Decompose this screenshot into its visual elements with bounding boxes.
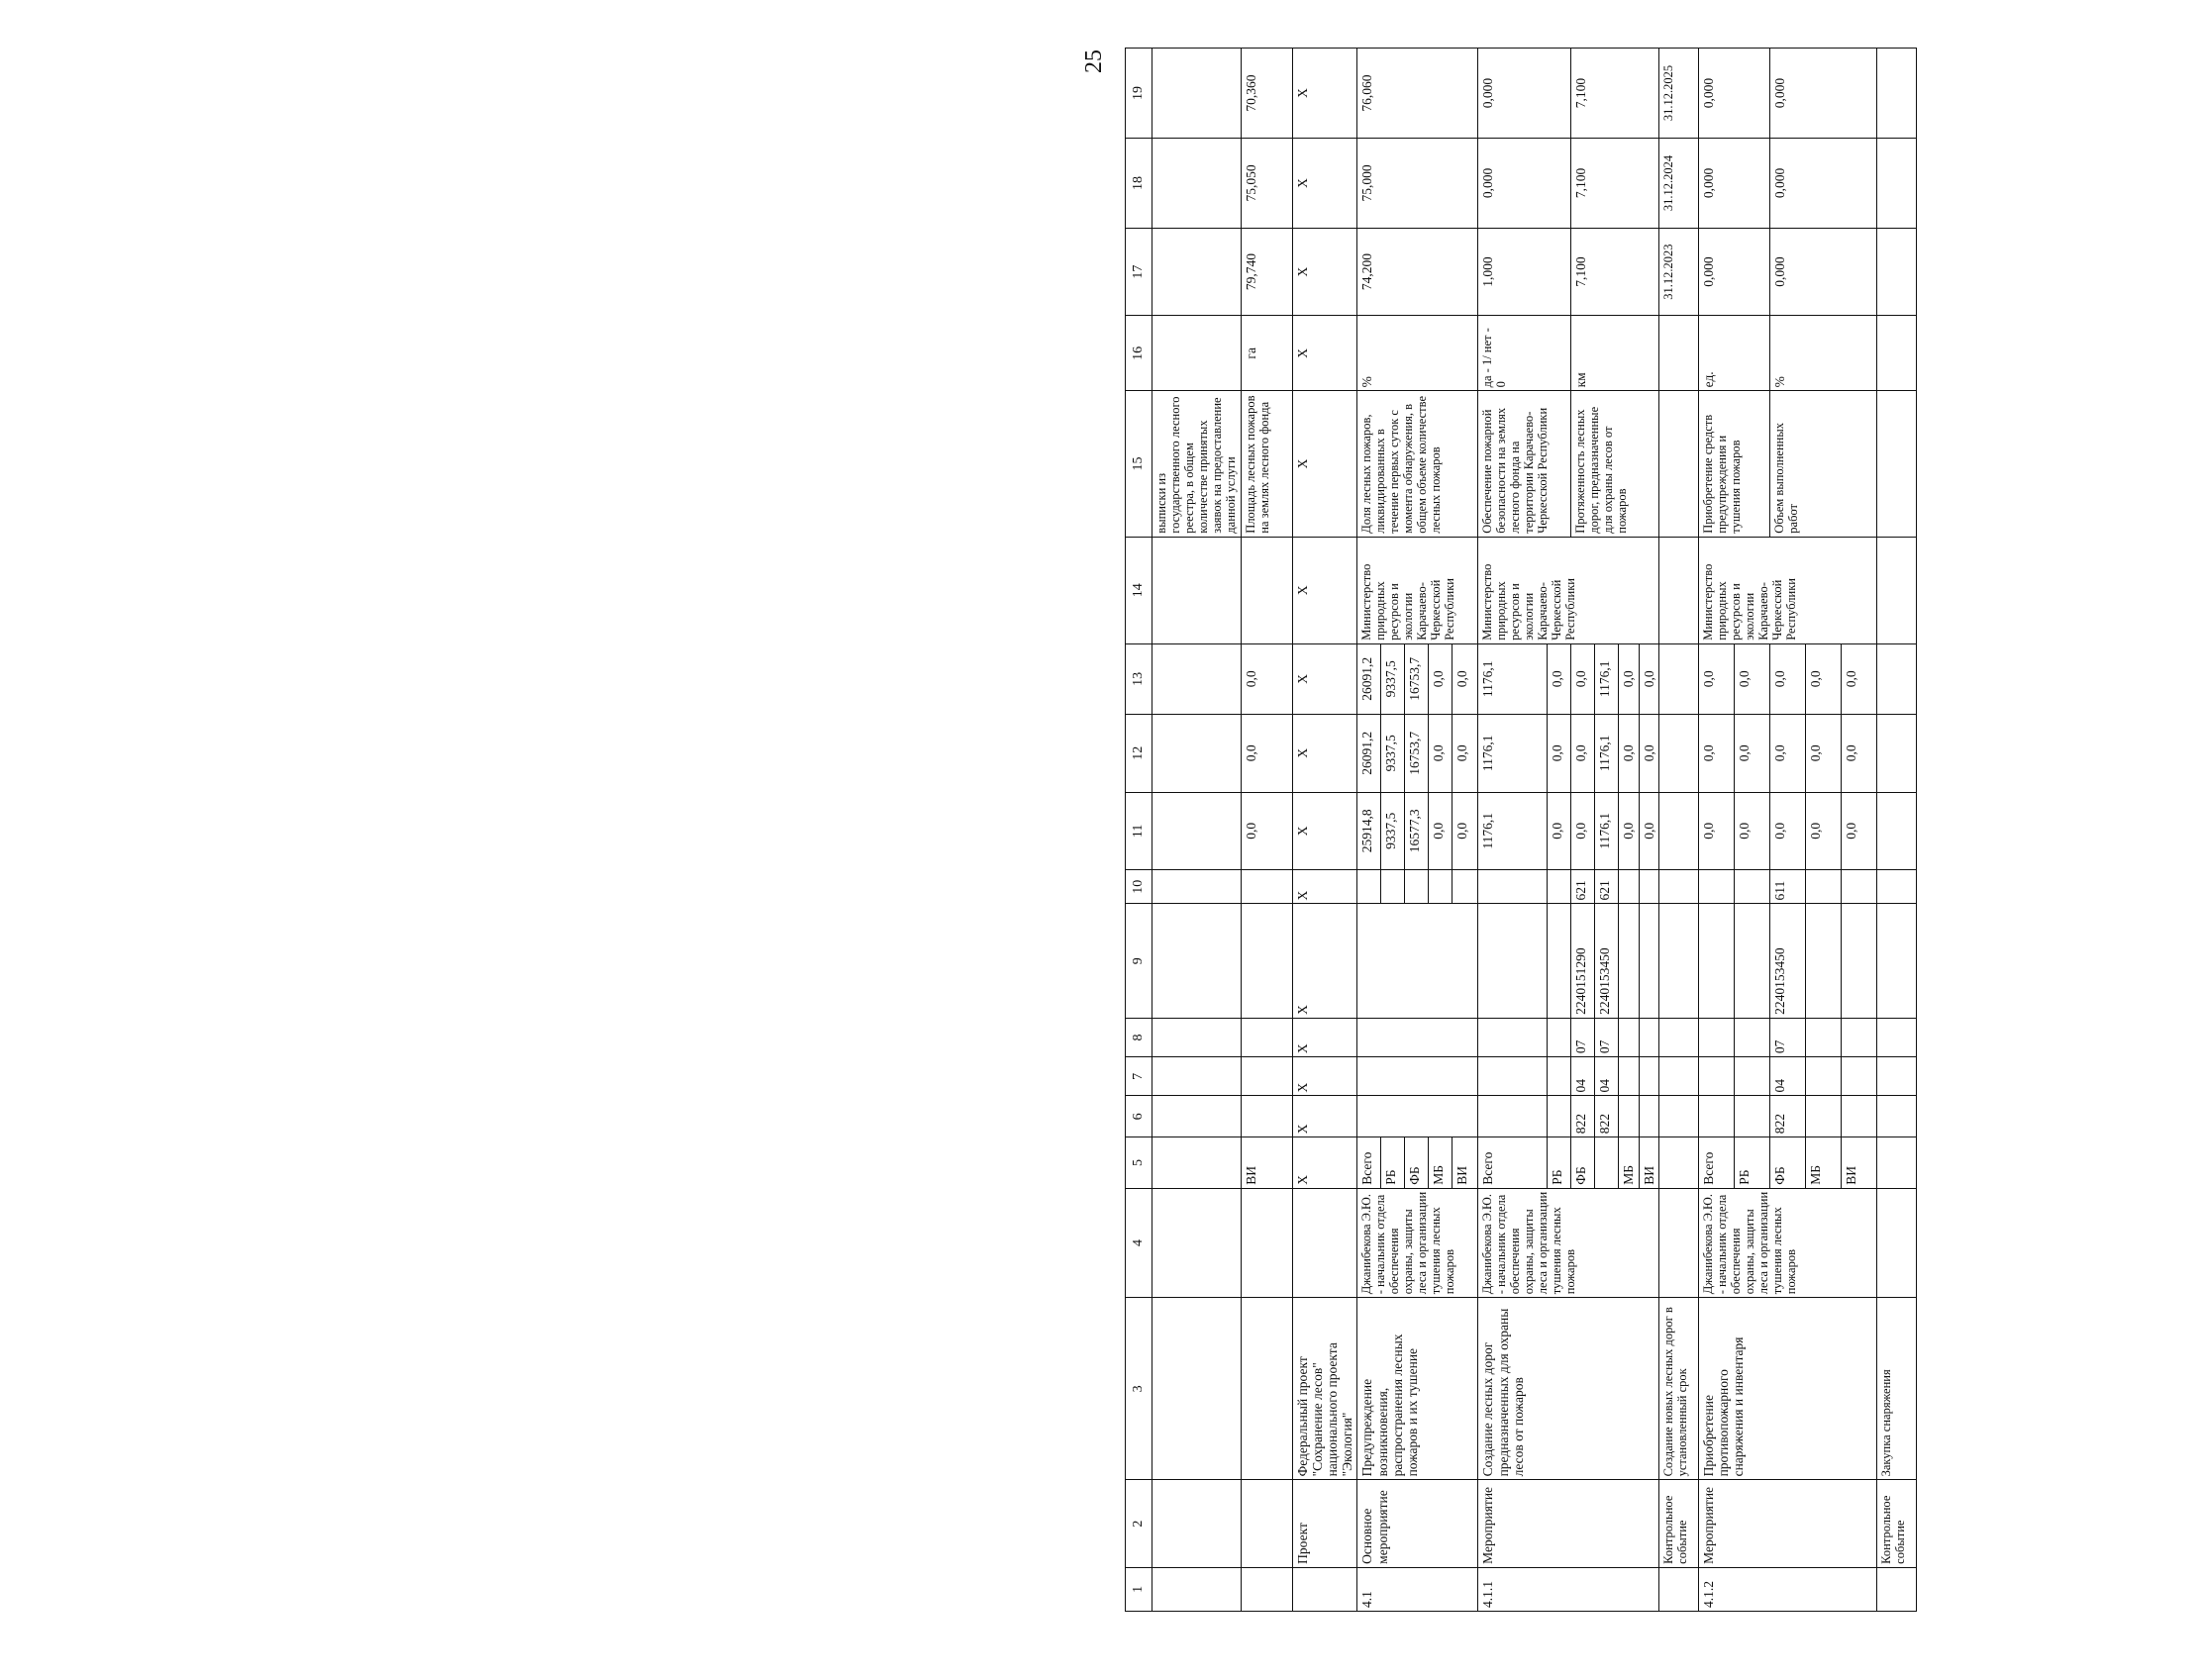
cell: 04 — [1595, 1057, 1619, 1096]
cell: 04 — [1769, 1057, 1805, 1096]
cell: 0,0 — [1805, 792, 1841, 870]
cell: Х — [1293, 792, 1357, 870]
cell: Предупреждение возникновения, распространения лесных пожаров и их тушение — [1357, 1298, 1478, 1480]
col-header: 2 — [1126, 1480, 1152, 1567]
cell: 0,000 — [1698, 139, 1769, 229]
cell: 26091,2 — [1357, 643, 1381, 714]
cell: 26091,2 — [1357, 714, 1381, 792]
cell: Джанибекова Э.Ю. - начальник отдела обеспечения охраны, защиты леса и организации тушения лесных пожаров — [1698, 1188, 1876, 1298]
cell: км — [1571, 316, 1658, 391]
indicator-cell: Обеспечение пожарной безопасности на землях лесного фонда на территории Карачаево-Черкесской Республики — [1478, 391, 1571, 537]
cell: Федеральный проект "Сохранение лесов" национального проекта "Экология" — [1293, 1298, 1357, 1480]
col-header: 14 — [1126, 537, 1152, 643]
cell: 0,0 — [1619, 643, 1639, 714]
cell: 1,000 — [1478, 228, 1571, 315]
cell: 4.1 — [1357, 1567, 1478, 1611]
cell: 07 — [1571, 1018, 1595, 1056]
cell: 611 — [1769, 870, 1805, 904]
cell: Всего — [1357, 1137, 1381, 1189]
cell: 0,0 — [1805, 643, 1841, 714]
indicator-cell: выписки из государственного лесного реестра, в общем количестве принятых заявок на предоставление данной услуги — [1152, 391, 1242, 537]
cell: 0,0 — [1805, 714, 1841, 792]
cell: 0,0 — [1734, 643, 1769, 714]
cell: ВИ — [1841, 1137, 1876, 1189]
table-row — [1478, 49, 1548, 1612]
table-row — [1658, 49, 1698, 1612]
cell: Х — [1293, 391, 1357, 537]
col-header: 12 — [1126, 714, 1152, 792]
cell: ФБ — [1571, 1137, 1595, 1189]
cell: 0,0 — [1639, 792, 1658, 870]
cell: 70,360 — [1242, 49, 1293, 139]
cell: Х — [1293, 316, 1357, 391]
cell: Х — [1293, 1057, 1357, 1096]
cell: 1176,1 — [1595, 792, 1619, 870]
cell: 0,0 — [1639, 643, 1658, 714]
table-row — [1293, 49, 1357, 1612]
table-row — [1698, 49, 1734, 1612]
cell: 9337,5 — [1381, 792, 1405, 870]
cell: ВИ — [1639, 1137, 1658, 1189]
cell: 822 — [1571, 1096, 1595, 1137]
cell: Х — [1293, 1096, 1357, 1137]
cell: 16753,7 — [1405, 714, 1429, 792]
cell: Министерство природных ресурсов и экологии Карачаево-Черкесской Республики — [1478, 537, 1658, 643]
col-header: 3 — [1126, 1298, 1152, 1480]
cell: 0,0 — [1698, 643, 1734, 714]
cell: 621 — [1595, 870, 1619, 904]
cell: 04 — [1571, 1057, 1595, 1096]
cell: РБ — [1734, 1137, 1769, 1189]
cell: 0,0 — [1769, 792, 1805, 870]
cell: 0,0 — [1769, 643, 1805, 714]
col-header: 10 — [1126, 870, 1152, 904]
cell: 0,0 — [1841, 792, 1876, 870]
cell: Создание лесных дорог предназначенных для охраны лесов от пожаров — [1478, 1298, 1658, 1480]
col-header: 4 — [1126, 1188, 1152, 1298]
cell: % — [1769, 316, 1876, 391]
cell: 0,0 — [1453, 714, 1478, 792]
indicator-cell: Протяженность лесных дорог, предназначенные для охраны лесов от пожаров — [1571, 391, 1658, 537]
col-header: 7 — [1126, 1057, 1152, 1096]
cell: 0,0 — [1548, 792, 1571, 870]
cell: Проект — [1293, 1480, 1357, 1567]
col-header: 6 — [1126, 1096, 1152, 1137]
cell: Х — [1293, 228, 1357, 315]
cell: 0,0 — [1841, 714, 1876, 792]
column-number-row — [1126, 49, 1152, 1612]
cell: 0,0 — [1619, 792, 1639, 870]
cell: 0,0 — [1571, 714, 1595, 792]
cell: 1176,1 — [1478, 643, 1548, 714]
cell: 0,0 — [1242, 792, 1293, 870]
cell: РБ — [1548, 1137, 1571, 1189]
indicator-cell: Доля лесных пожаров, ликвидированных в течение первых суток с момента обнаружения, в общем объеме количестве лесных пожаров — [1357, 391, 1478, 537]
cell: 0,000 — [1769, 139, 1876, 229]
cell: МБ — [1619, 1137, 1639, 1189]
cell: 0,0 — [1242, 643, 1293, 714]
cell: 7,100 — [1571, 49, 1658, 139]
cell: Приобретение противопожарного снаряжения и инвентаря — [1698, 1298, 1876, 1480]
indicator-cell: Объем выполненных работ — [1769, 391, 1876, 537]
cell: 0,0 — [1698, 714, 1734, 792]
cell: 07 — [1769, 1018, 1805, 1056]
cell: 76,060 — [1357, 49, 1478, 139]
cell: 0,000 — [1478, 139, 1571, 229]
cell: 7,100 — [1571, 139, 1658, 229]
cell: 0,0 — [1769, 714, 1805, 792]
cell: Создание новых лесных дорог в установленный срок — [1658, 1298, 1698, 1480]
cell: Джанибекова Э.Ю. - начальник отдела обеспечения охраны, защиты леса и организации тушения лесных пожаров — [1478, 1188, 1658, 1298]
cell: 2240153450 — [1769, 904, 1805, 1018]
cell: 1176,1 — [1478, 792, 1548, 870]
cell: 1176,1 — [1595, 714, 1619, 792]
program-table — [1125, 48, 1917, 1612]
indicator-cell: Площадь лесных пожаров на землях лесного фонда — [1242, 391, 1293, 537]
cell: 0,0 — [1619, 714, 1639, 792]
cell: 0,0 — [1548, 643, 1571, 714]
page-number: 25 — [1081, 49, 1107, 73]
cell: Мероприятие — [1478, 1480, 1658, 1567]
cell: 1176,1 — [1595, 643, 1619, 714]
cell: Х — [1293, 904, 1357, 1018]
cell: Х — [1293, 1018, 1357, 1056]
cell: га — [1242, 316, 1293, 391]
cell: 74,200 — [1357, 228, 1478, 315]
cell: Х — [1293, 49, 1357, 139]
cell: ед. — [1698, 316, 1769, 391]
cell: МБ — [1805, 1137, 1841, 1189]
cell: Х — [1293, 643, 1357, 714]
cell: 822 — [1769, 1096, 1805, 1137]
cell: 4.1.2 — [1698, 1567, 1876, 1611]
cell: 9337,5 — [1381, 643, 1405, 714]
cell: 2240151290 — [1571, 904, 1595, 1018]
cell: 0,0 — [1429, 714, 1453, 792]
cell: 16753,7 — [1405, 643, 1429, 714]
cell: ВИ — [1242, 1137, 1293, 1189]
col-header: 19 — [1126, 49, 1152, 139]
cell: 31.12.2024 — [1658, 139, 1698, 229]
cell: 0,0 — [1571, 792, 1595, 870]
col-header: 5 — [1126, 1137, 1152, 1189]
cell: 0,0 — [1698, 792, 1734, 870]
cell: 0,0 — [1841, 643, 1876, 714]
cell: 7,100 — [1571, 228, 1658, 315]
col-header: 18 — [1126, 139, 1152, 229]
cell: Министерство природных ресурсов и экологии Карачаево-Черкесской Республики — [1357, 537, 1478, 643]
cell: 0,0 — [1571, 643, 1595, 714]
cell: 0,0 — [1734, 792, 1769, 870]
cell: 31.12.2023 — [1658, 228, 1698, 315]
cell: 07 — [1595, 1018, 1619, 1056]
cell: 0,0 — [1453, 792, 1478, 870]
indicator-cell: Приобретение средств предупреждения и тушения пожаров — [1698, 391, 1769, 537]
cell: 0,0 — [1429, 792, 1453, 870]
cell: 0,000 — [1698, 49, 1769, 139]
cell: 9337,5 — [1381, 714, 1405, 792]
table-row — [1357, 49, 1381, 1612]
table-row — [1242, 49, 1293, 1612]
cell: Х — [1293, 714, 1357, 792]
cell: Х — [1293, 139, 1357, 229]
cell: Всего — [1698, 1137, 1734, 1189]
cell: Х — [1293, 537, 1357, 643]
cell: 0,000 — [1478, 49, 1571, 139]
cell: Контрольное событие — [1876, 1480, 1916, 1567]
cell: 0,0 — [1734, 714, 1769, 792]
cell: 4.1.1 — [1478, 1567, 1658, 1611]
cell: 621 — [1571, 870, 1595, 904]
cell: Всего — [1478, 1137, 1548, 1189]
cell: да - 1/ нет - 0 — [1478, 316, 1571, 391]
cell: 75,050 — [1242, 139, 1293, 229]
col-header: 1 — [1126, 1567, 1152, 1611]
col-header: 9 — [1126, 904, 1152, 1018]
cell: 25914,8 — [1357, 792, 1381, 870]
col-header: 16 — [1126, 316, 1152, 391]
cell: ФБ — [1769, 1137, 1805, 1189]
cell: Мероприятие — [1698, 1480, 1876, 1567]
cell: 1176,1 — [1478, 714, 1548, 792]
cell: 822 — [1595, 1096, 1619, 1137]
cell: МБ — [1429, 1137, 1453, 1189]
col-header: 13 — [1126, 643, 1152, 714]
cell: РБ — [1381, 1137, 1405, 1189]
cell: ФБ — [1405, 1137, 1429, 1189]
cell: Х — [1293, 870, 1357, 904]
cell: 0,0 — [1639, 714, 1658, 792]
table-row — [1152, 49, 1242, 1612]
cell: 0,000 — [1769, 49, 1876, 139]
cell: 16577,3 — [1405, 792, 1429, 870]
cell: Джанибекова Э.Ю. - начальник отдела обеспечения охраны, защиты леса и организации тушения лесных пожаров — [1357, 1188, 1478, 1298]
table-row — [1876, 49, 1916, 1612]
cell: 31.12.2025 — [1658, 49, 1698, 139]
cell: Х — [1293, 1137, 1357, 1189]
cell: 75,000 — [1357, 139, 1478, 229]
cell: 0,0 — [1453, 643, 1478, 714]
cell: 0,000 — [1769, 228, 1876, 315]
cell: ВИ — [1453, 1137, 1478, 1189]
cell: 79,740 — [1242, 228, 1293, 315]
cell: 0,0 — [1242, 714, 1293, 792]
cell: Закупка снаряжения — [1876, 1298, 1916, 1480]
cell: 2240153450 — [1595, 904, 1619, 1018]
cell: Контрольное событие — [1658, 1480, 1698, 1567]
cell: 0,0 — [1429, 643, 1453, 714]
cell: Министерство природных ресурсов и экологии Карачаево-Черкесской Республики — [1698, 537, 1876, 643]
col-header: 17 — [1126, 228, 1152, 315]
col-header: 8 — [1126, 1018, 1152, 1056]
rotated-table-container — [1125, 48, 2204, 1612]
col-header: 15 — [1126, 391, 1152, 537]
cell: 0,0 — [1548, 714, 1571, 792]
cell: Основное мероприятие — [1357, 1480, 1478, 1567]
col-header: 11 — [1126, 792, 1152, 870]
cell: 0,000 — [1698, 228, 1769, 315]
cell: % — [1357, 316, 1478, 391]
